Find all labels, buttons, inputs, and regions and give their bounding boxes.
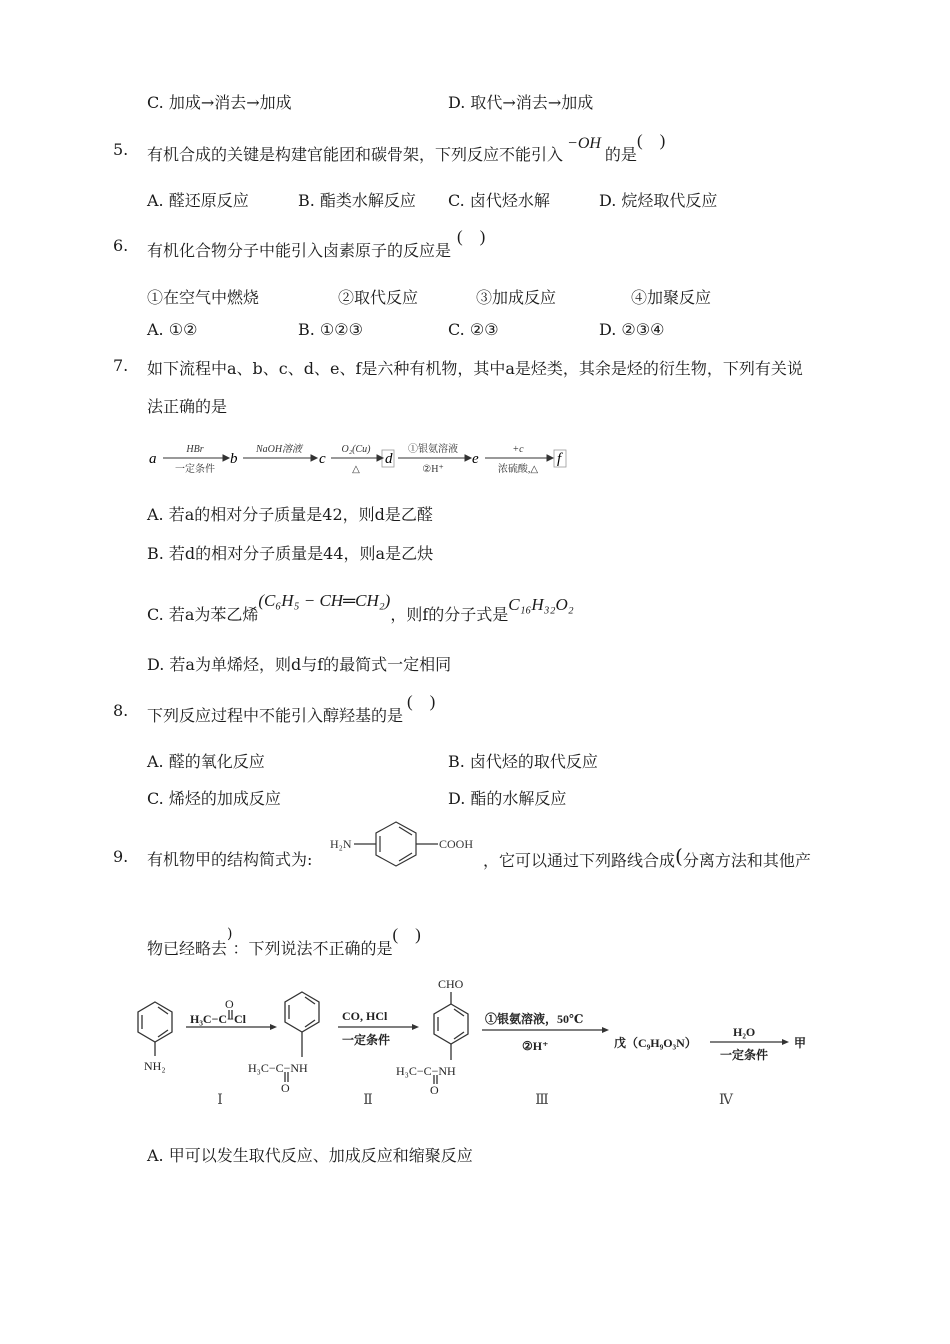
q7-option-d: D. 若a为单烯烃，则d与f的最简式一定相同 — [147, 655, 452, 674]
scheme-step-2: Ⅱ — [363, 1093, 373, 1108]
flow-node-a: a — [149, 451, 157, 467]
q5-number: 5. — [113, 140, 129, 159]
flow-node-c: c — [319, 451, 326, 467]
scheme-ring-3 — [434, 1004, 468, 1044]
q4-option-d: D. 取代→消去→加成 — [448, 93, 594, 112]
q5-option-b: B. 酯类水解反应 — [298, 191, 416, 210]
q9-option-a: A. 甲可以发生取代反应、加成反应和缩聚反应 — [147, 1146, 473, 1165]
q7-stem-line1: 如下流程中a、b、c、d、e、f是六种有机物，其中a是烃类，其余是烃的衍生物，下列有关说 — [147, 359, 803, 378]
q8-answer-paren: ( ) — [407, 692, 436, 711]
q7-option-c-pre: C. 若a为苯乙烯 — [147, 605, 259, 624]
q6-stem-text: 有机化合物分子中能引入卤素原子的反应是 — [147, 241, 452, 260]
scheme-cho: CHO — [438, 977, 464, 991]
q6-option-b: B. ①②③ — [298, 320, 363, 339]
arrow4-bottom: ②H⁺ — [422, 464, 444, 475]
scheme-amide-1: H₃C−C−NH — [248, 1061, 308, 1075]
q9-structure-amino: H₂N — [330, 837, 352, 851]
q5-option-a: A. 醛还原反应 — [147, 191, 249, 210]
scheme-step-1: Ⅰ — [217, 1093, 223, 1108]
q9-stem-line2 — [147, 925, 421, 959]
q7-option-b: B. 若d的相对分子质量是44，则a是乙炔 — [147, 544, 434, 563]
scheme-amide-2: H₃C−C−NH — [396, 1064, 456, 1078]
q5-answer-paren: ( ) — [636, 131, 666, 150]
arrow3-top: O₂(Cu) — [341, 444, 371, 455]
q8-number: 8. — [113, 701, 129, 720]
q9-paren-open: ( — [675, 844, 683, 868]
q6-item-3: ③加成反应 — [476, 288, 557, 307]
arrow4-top: ①银氨溶液 — [408, 444, 458, 455]
q6-number: 6. — [113, 236, 129, 255]
arrow2-top: NaOH溶液 — [255, 444, 303, 455]
flow-node-e: e — [472, 451, 479, 467]
q8-stem — [147, 692, 436, 726]
q7-styrene-formula: (C₆H₅ − CH═CH₂) — [258, 591, 391, 610]
q9-stem-line2-text: 物已经略去 — [147, 939, 228, 958]
q5-math-oh: −OH — [567, 135, 601, 152]
q5-option-d: D. 烷烃取代反应 — [599, 191, 718, 210]
scheme-product: 戊（C₉H₉O₃N） — [614, 1036, 697, 1050]
q9-structure-carboxyl: COOH — [439, 837, 474, 851]
scheme-reagent3-bottom: ②H⁺ — [522, 1039, 549, 1053]
q8-option-b: B. 卤代烃的取代反应 — [448, 752, 598, 771]
q7-stem-line2: 法正确的是 — [147, 397, 228, 416]
scheme-reagent2-bottom: 一定条件 — [342, 1033, 391, 1047]
q8-option-d: D. 酯的水解反应 — [448, 789, 567, 808]
q5-stem — [147, 131, 666, 165]
q9-compound-structure — [326, 814, 486, 870]
q9-stem-mid-text: ，它可以通过下列路线合成 — [483, 851, 676, 870]
scheme-reagent1: H₃C−C−Cl — [190, 1012, 246, 1026]
scheme-amide-1-o: O — [281, 1081, 290, 1095]
scheme-ring-2 — [285, 992, 319, 1032]
q9-number: 9. — [113, 847, 129, 866]
arrow5-bottom: 浓硫酸,△ — [497, 464, 539, 475]
scheme-final: 甲 — [794, 1036, 807, 1050]
q6-option-c: C. ②③ — [448, 320, 499, 339]
q6-option-a: A. ①② — [147, 320, 198, 339]
scheme-reagent4-bottom: 一定条件 — [720, 1048, 769, 1062]
scheme-amide-2-o: O — [430, 1083, 439, 1097]
q5-stem-after: 的是 — [604, 145, 637, 164]
scheme-reagent2-top: CO, HCl — [342, 1009, 388, 1023]
q7-number: 7. — [113, 356, 129, 375]
q8-option-a: A. 醛的氧化反应 — [147, 752, 265, 771]
scheme-ring-1 — [138, 1002, 172, 1042]
flow-node-d: d — [385, 451, 393, 467]
q8-stem-text: 下列反应过程中不能引入醇羟基的是 — [147, 706, 404, 725]
scheme-nh2: NH₂ — [144, 1059, 166, 1073]
q9-stem-line2-b: ：下列说法不正确的是 — [232, 939, 393, 958]
q9-stem-pre: 有机物甲的结构简式为: — [147, 850, 313, 869]
q7-option-c — [147, 591, 574, 625]
arrow3-bottom: △ — [352, 464, 360, 475]
arrow1-bottom: 一定条件 — [175, 464, 215, 475]
scheme-reagent1-o: O — [225, 997, 234, 1011]
q5-stem-before: 有机合成的关键是构建官能团和碳骨架，下列反应不能引入 — [147, 145, 564, 164]
q9-synthesis-scheme — [130, 972, 830, 1112]
q7-option-a: A. 若a的相对分子质量是42，则d是乙醛 — [147, 505, 433, 524]
q6-answer-paren: ( ) — [457, 227, 486, 246]
q7-option-c-mid: ，则f的分子式是 — [390, 605, 509, 624]
scheme-reagent4-top: H₂O — [733, 1025, 756, 1039]
q7-f-formula: C₁₆H₃₂O₂ — [508, 595, 574, 614]
arrow1-top: HBr — [186, 444, 204, 455]
q6-item-4: ④加聚反应 — [631, 288, 712, 307]
q9-stem-tail: 分离方法和其他产 — [682, 851, 811, 870]
scheme-step-3: Ⅲ — [535, 1093, 549, 1108]
q6-item-2: ②取代反应 — [338, 288, 419, 307]
arrow5-top: +c — [512, 444, 524, 455]
q6-item-1: ①在空气中燃烧 — [147, 288, 260, 307]
q8-option-c: C. 烯烃的加成反应 — [147, 789, 281, 808]
q6-stem — [147, 227, 486, 261]
scheme-step-4: Ⅳ — [719, 1093, 733, 1108]
flow-node-f: f — [557, 451, 562, 467]
flow-node-b: b — [230, 451, 238, 467]
q6-option-d: D. ②③④ — [599, 320, 665, 339]
q9-answer-paren: ( ) — [392, 925, 421, 944]
q7-reaction-flow — [145, 436, 585, 478]
q9-paren-close: ) — [227, 926, 233, 942]
q9-stem-mid — [483, 844, 811, 871]
q5-option-c: C. 卤代烃水解 — [448, 191, 550, 210]
scheme-reagent3-top: ①银氨溶液，50℃ — [485, 1012, 584, 1026]
q4-option-c: C. 加成→消去→加成 — [147, 93, 292, 112]
